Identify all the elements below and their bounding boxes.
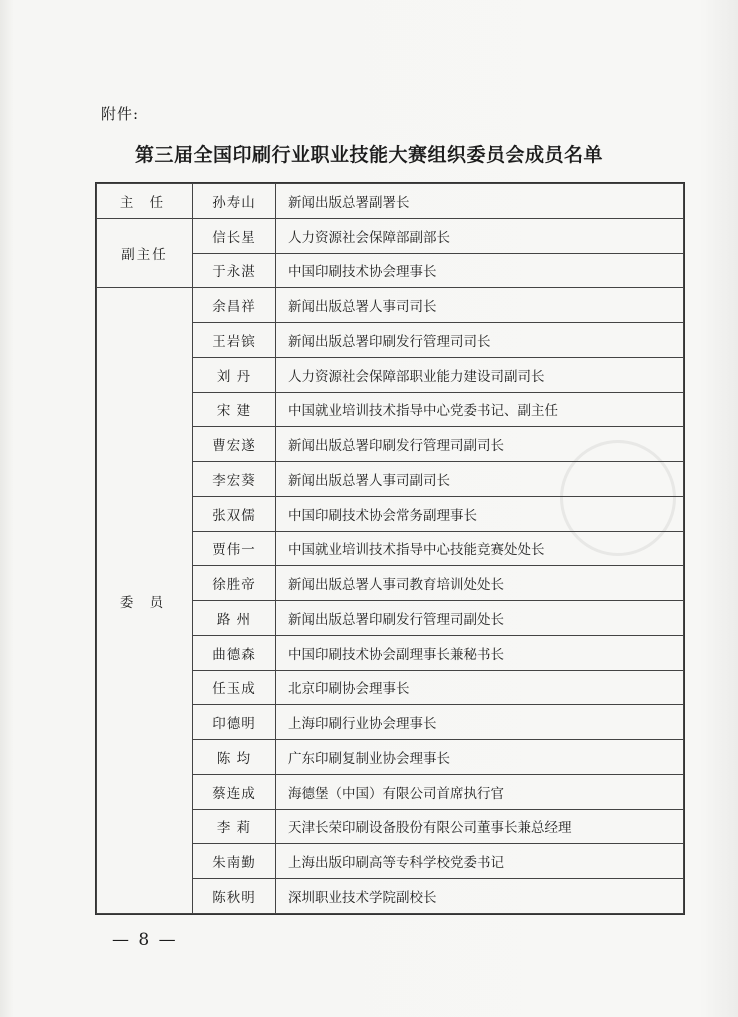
name-cell: 蔡连成 <box>193 774 276 809</box>
table-row <box>97 184 684 219</box>
position-cell: 中国就业培训技术指导中心党委书记、副主任 <box>276 392 684 427</box>
position-cell: 海德堡（中国）有限公司首席执行官 <box>276 774 684 809</box>
role-cell-chair: 主 任 <box>97 184 193 219</box>
position-cell: 上海印刷行业协会理事长 <box>276 705 684 740</box>
role-cell-vice-chair: 副主任 <box>97 218 193 288</box>
attachment-label: 附件: <box>101 105 140 123</box>
name-cell: 陈秋明 <box>193 879 276 914</box>
member-table-frame <box>95 182 685 915</box>
name-cell: 陈 均 <box>193 740 276 775</box>
position-cell: 新闻出版总署人事司副司长 <box>276 462 684 497</box>
role-cell-members: 委 员 <box>97 288 193 914</box>
name-cell: 路 州 <box>193 601 276 636</box>
name-cell: 于永湛 <box>193 253 276 288</box>
name-cell: 李宏葵 <box>193 462 276 497</box>
position-cell: 新闻出版总署人事司司长 <box>276 288 684 323</box>
position-cell: 中国就业培训技术指导中心技能竞赛处处长 <box>276 531 684 566</box>
name-cell: 徐胜帝 <box>193 566 276 601</box>
table-row <box>97 218 684 253</box>
position-cell: 深圳职业技术学院副校长 <box>276 879 684 914</box>
position-cell: 新闻出版总署印刷发行管理司副司长 <box>276 427 684 462</box>
name-cell: 李 莉 <box>193 809 276 844</box>
document-title: 第三届全国印刷行业职业技能大赛组织委员会成员名单 <box>134 144 603 166</box>
name-cell: 孙寿山 <box>193 184 276 219</box>
name-cell: 曲德森 <box>193 635 276 670</box>
name-cell: 余昌祥 <box>193 288 276 323</box>
position-cell: 中国印刷技术协会副理事长兼秘书长 <box>276 635 684 670</box>
name-cell: 王岩镔 <box>193 323 276 358</box>
name-cell: 印德明 <box>193 705 276 740</box>
member-table <box>96 183 684 914</box>
position-cell: 新闻出版总署副署长 <box>276 184 684 219</box>
page-number: — 8 — <box>112 930 178 950</box>
table-row <box>97 288 684 323</box>
name-cell: 信长星 <box>193 218 276 253</box>
position-cell: 新闻出版总署印刷发行管理司副处长 <box>276 601 684 636</box>
name-cell: 任玉成 <box>193 670 276 705</box>
position-cell: 人力资源社会保障部副部长 <box>276 218 684 253</box>
position-cell: 中国印刷技术协会常务副理事长 <box>276 496 684 531</box>
position-cell: 天津长荣印刷设备股份有限公司董事长兼总经理 <box>276 809 684 844</box>
position-cell: 人力资源社会保障部职业能力建设司副司长 <box>276 357 684 392</box>
position-cell: 北京印刷协会理事长 <box>276 670 684 705</box>
position-cell: 中国印刷技术协会理事长 <box>276 253 684 288</box>
position-cell: 广东印刷复制业协会理事长 <box>276 740 684 775</box>
name-cell: 朱南勤 <box>193 844 276 879</box>
position-cell: 上海出版印刷高等专科学校党委书记 <box>276 844 684 879</box>
position-cell: 新闻出版总署人事司教育培训处处长 <box>276 566 684 601</box>
position-cell: 新闻出版总署印刷发行管理司司长 <box>276 323 684 358</box>
name-cell: 宋 建 <box>193 392 276 427</box>
name-cell: 刘 丹 <box>193 357 276 392</box>
name-cell: 张双儒 <box>193 496 276 531</box>
name-cell: 曹宏遂 <box>193 427 276 462</box>
name-cell: 贾伟一 <box>193 531 276 566</box>
